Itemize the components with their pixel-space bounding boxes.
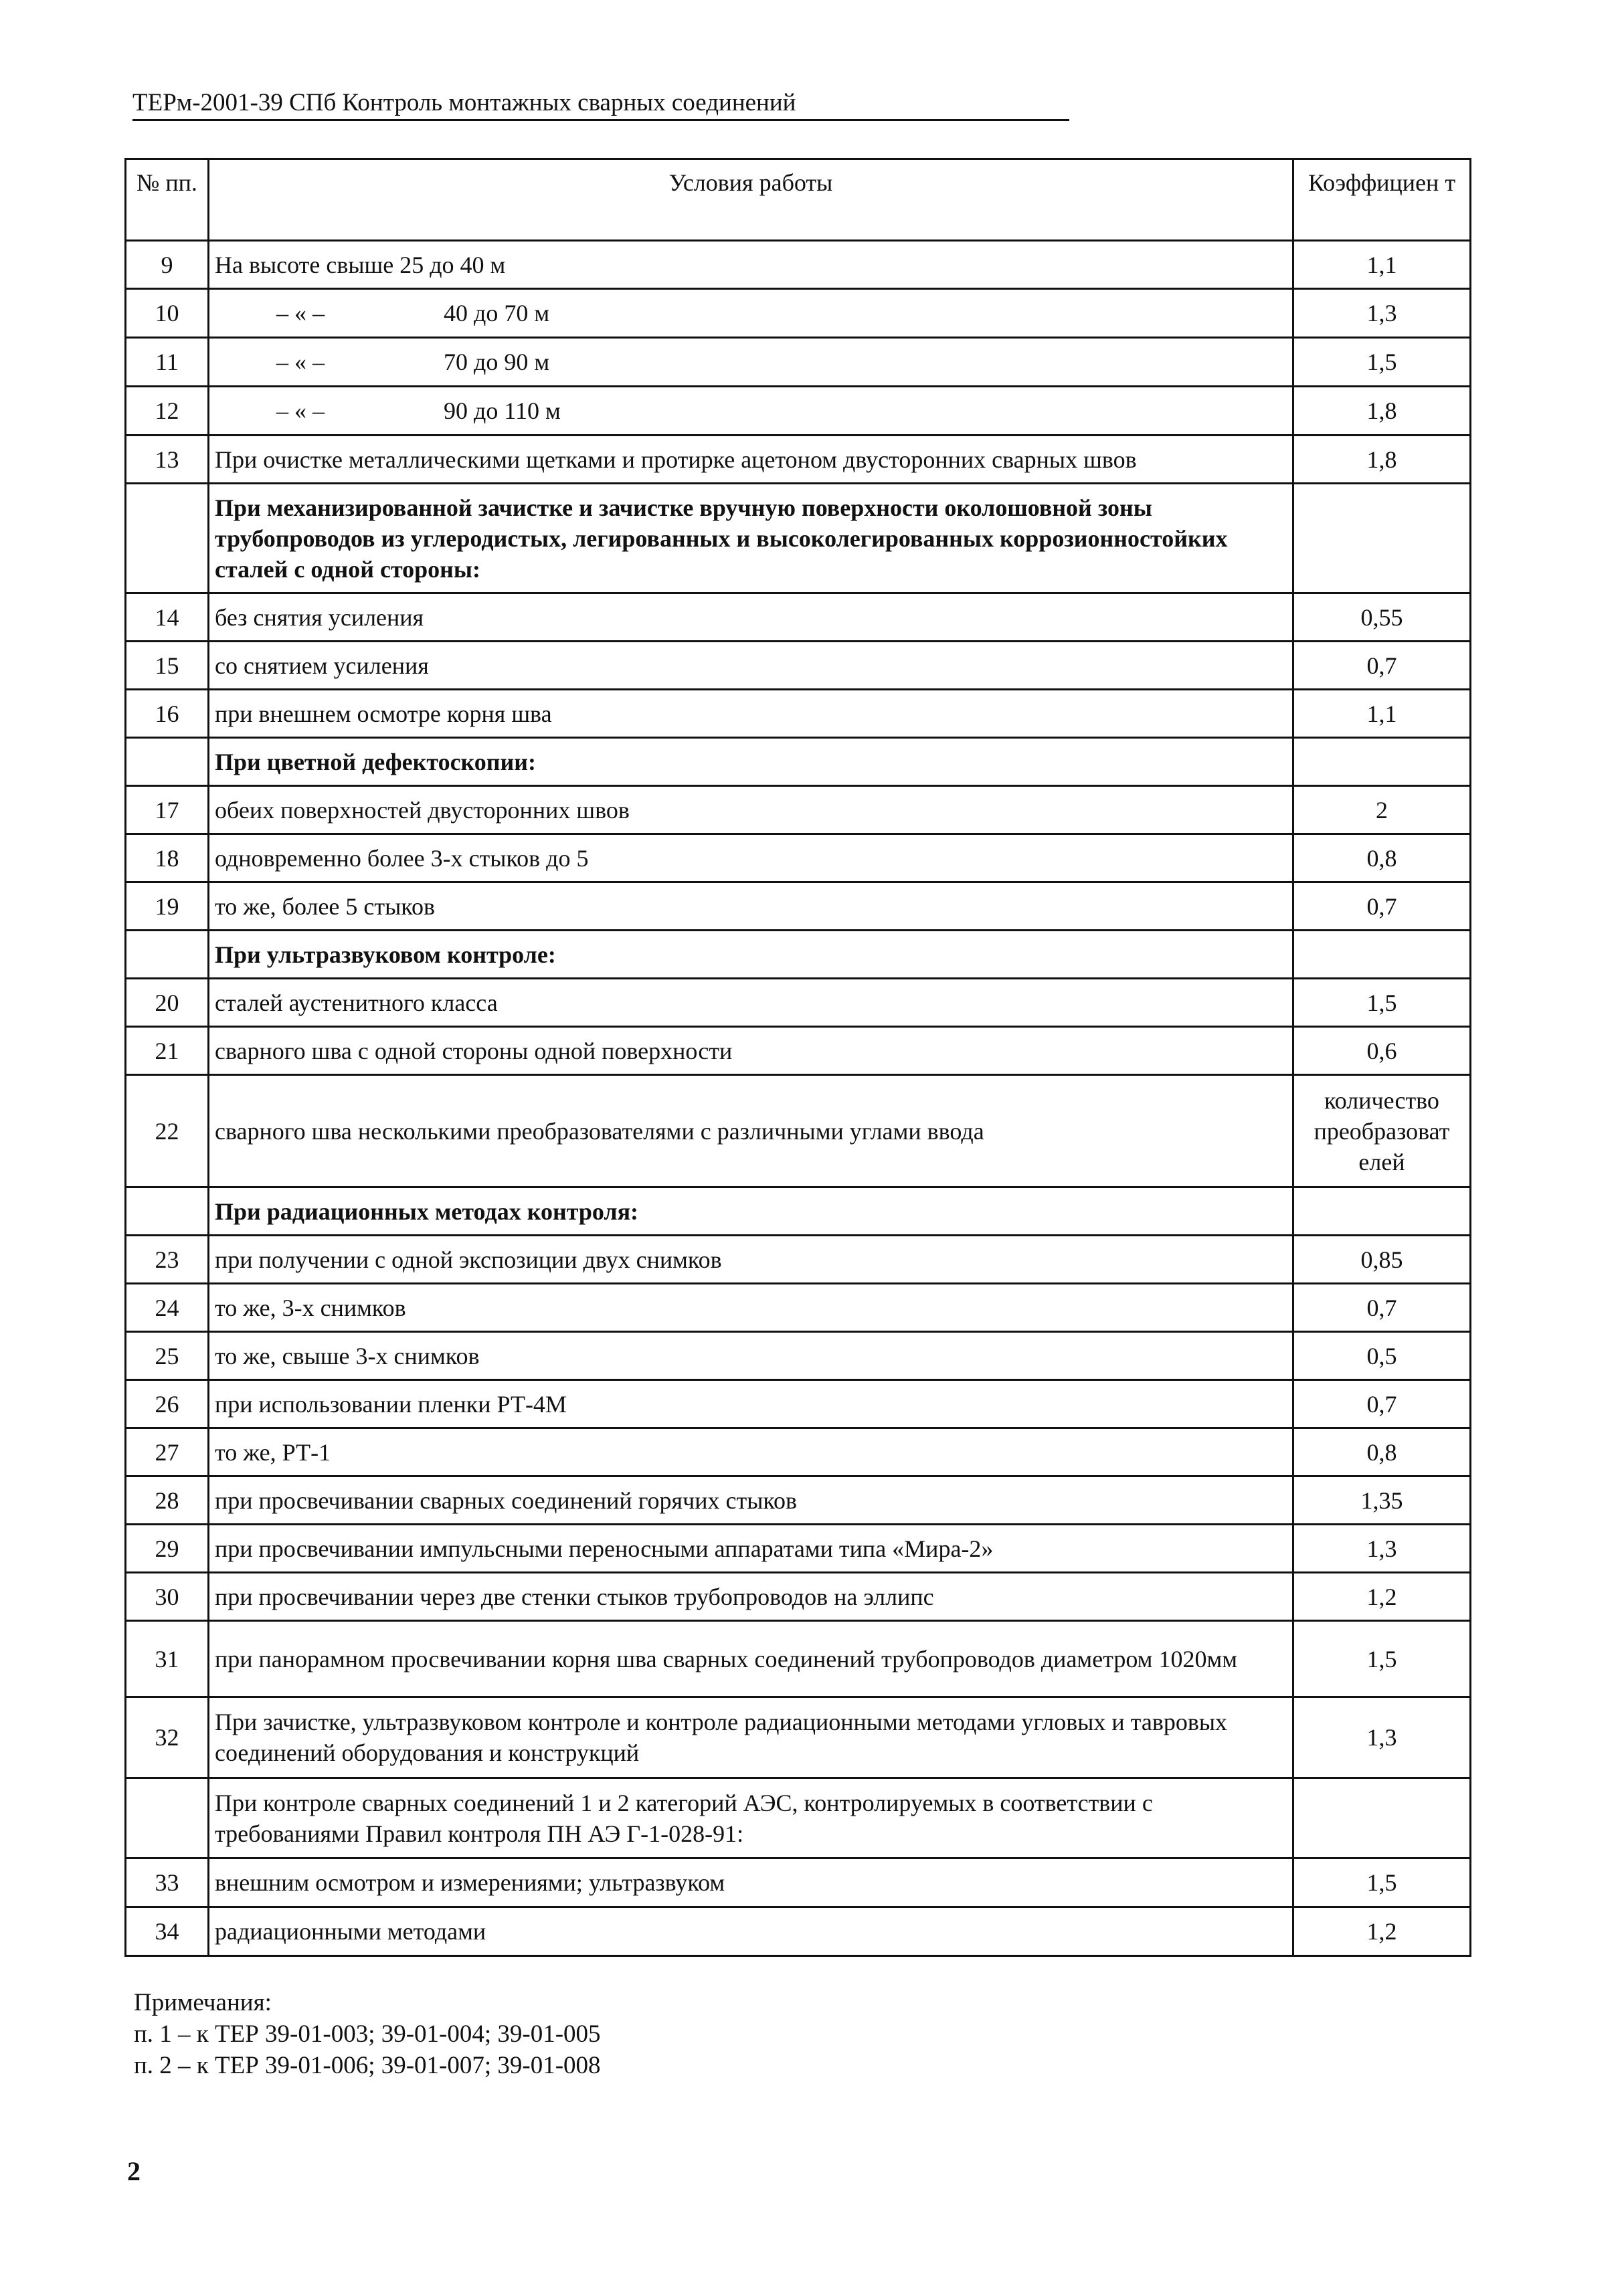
table-row <box>126 387 1471 436</box>
row-num <box>126 484 209 593</box>
row-num: 24 <box>126 1284 209 1332</box>
table-row <box>126 1525 1471 1573</box>
row-coefficient: 1,3 <box>1293 1697 1471 1778</box>
row-coefficient: 1,5 <box>1293 338 1471 387</box>
row-condition: обеих поверхностей двусторонних швов <box>209 786 1293 834</box>
row-condition: со снятием усиления <box>209 642 1293 690</box>
ditto-mark: – « – <box>276 349 325 375</box>
row-num <box>126 931 209 979</box>
row-condition: сварного шва несколькими преобразователями с различными углами ввода <box>209 1075 1293 1187</box>
row-condition: то же, 3-х снимков <box>209 1284 1293 1332</box>
row-condition-text: 40 до 70 м <box>444 300 550 326</box>
row-num: 12 <box>126 387 209 436</box>
table-row <box>126 786 1471 834</box>
row-coefficient: 1,35 <box>1293 1476 1471 1525</box>
row-num: 17 <box>126 786 209 834</box>
page-number: 2 <box>127 2156 141 2186</box>
row-condition: при панорамном просвечивании корня шва сварных соединений трубопроводов диаметром 1020мм <box>209 1621 1293 1697</box>
row-coefficient: 1,3 <box>1293 1525 1471 1573</box>
row-coefficient: 0,8 <box>1293 1428 1471 1476</box>
section-heading: При контроле сварных соединений 1 и 2 категорий АЭС, контролируемых в соответствии с требованиями Правил контроля ПН АЭ Г-1-028-91: <box>209 1778 1293 1858</box>
row-condition-text: 90 до 110 м <box>444 397 561 424</box>
column-header-num: № пп. <box>126 159 209 241</box>
row-num: 29 <box>126 1525 209 1573</box>
row-num: 26 <box>126 1380 209 1428</box>
row-condition: при просвечивании сварных соединений горячих стыков <box>209 1476 1293 1525</box>
row-coefficient: 0,8 <box>1293 834 1471 882</box>
row-num: 15 <box>126 642 209 690</box>
table-row <box>126 1476 1471 1525</box>
section-heading-row <box>126 484 1471 593</box>
table-row <box>126 1075 1471 1187</box>
row-num: 27 <box>126 1428 209 1476</box>
row-num: 16 <box>126 690 209 738</box>
section-heading-row <box>126 931 1471 979</box>
row-condition: сварного шва с одной стороны одной поверхности <box>209 1027 1293 1075</box>
row-condition: то же, свыше 3-х снимков <box>209 1332 1293 1380</box>
row-num <box>126 1187 209 1236</box>
row-condition: сталей аустенитного класса <box>209 979 1293 1027</box>
row-num: 22 <box>126 1075 209 1187</box>
row-condition: то же, более 5 стыков <box>209 882 1293 931</box>
row-condition: при просвечивании импульсными переносными аппаратами типа «Мира-2» <box>209 1525 1293 1573</box>
table-row <box>126 1858 1471 1907</box>
row-condition: На высоте свыше 25 до 40 м <box>209 241 1293 289</box>
column-header-coefficient: Коэффициен т <box>1293 159 1471 241</box>
row-condition: при использовании пленки РТ-4М <box>209 1380 1293 1428</box>
row-coefficient: 1,8 <box>1293 387 1471 436</box>
row-condition: При зачистке, ультразвуковом контроле и контроле радиационными методами угловых и тавровых соединений оборудования и конструкций <box>209 1697 1293 1778</box>
table-row <box>126 1621 1471 1697</box>
section-heading-row <box>126 738 1471 786</box>
ditto-mark: – « – <box>276 300 325 326</box>
row-num: 10 <box>126 289 209 338</box>
table-row <box>126 289 1471 338</box>
row-num: 9 <box>126 241 209 289</box>
row-coefficient: 0,7 <box>1293 1380 1471 1428</box>
row-num <box>126 738 209 786</box>
section-heading-row <box>126 1187 1471 1236</box>
row-num: 14 <box>126 593 209 642</box>
table-row <box>126 979 1471 1027</box>
row-num: 30 <box>126 1573 209 1621</box>
row-condition: при внешнем осмотре корня шва <box>209 690 1293 738</box>
row-coefficient: 2 <box>1293 786 1471 834</box>
row-coefficient <box>1293 738 1471 786</box>
column-header-conditions: Условия работы <box>209 159 1293 241</box>
table-row <box>126 338 1471 387</box>
row-condition <box>209 387 1293 436</box>
row-coefficient: 1,3 <box>1293 289 1471 338</box>
row-coefficient: 0,85 <box>1293 1236 1471 1284</box>
row-num <box>126 1778 209 1858</box>
table-row <box>126 690 1471 738</box>
row-num: 23 <box>126 1236 209 1284</box>
row-coefficient: 0,7 <box>1293 1284 1471 1332</box>
row-condition <box>209 338 1293 387</box>
table-row <box>126 834 1471 882</box>
row-num: 21 <box>126 1027 209 1075</box>
row-condition: радиационными методами <box>209 1907 1293 1956</box>
row-coefficient: 1,5 <box>1293 1858 1471 1907</box>
row-coefficient: 0,6 <box>1293 1027 1471 1075</box>
table-row <box>126 436 1471 484</box>
section-heading-row <box>126 1778 1471 1858</box>
table-row <box>126 642 1471 690</box>
row-coefficient: 1,5 <box>1293 979 1471 1027</box>
row-num: 32 <box>126 1697 209 1778</box>
row-coefficient: 1,1 <box>1293 241 1471 289</box>
document-header: ТЕРм-2001-39 СПб Контроль монтажных сварных соединений <box>132 88 1069 121</box>
row-coefficient: 1,2 <box>1293 1573 1471 1621</box>
row-num: 20 <box>126 979 209 1027</box>
note-item: п. 2 – к ТЕР 39-01-006; 39-01-007; 39-01-008 <box>134 2052 601 2079</box>
row-num: 25 <box>126 1332 209 1380</box>
row-num: 28 <box>126 1476 209 1525</box>
row-coefficient <box>1293 931 1471 979</box>
row-coefficient: 0,7 <box>1293 642 1471 690</box>
section-heading: При механизированной зачистке и зачистке вручную поверхности околошовной зоны трубопроводов из углеродистых, легированных и высоколегированных коррозионностойких сталей с одной стороны: <box>209 484 1293 593</box>
table-row <box>126 1907 1471 1956</box>
table-row <box>126 1573 1471 1621</box>
row-coefficient: количество преобразоват елей <box>1293 1075 1471 1187</box>
section-heading: При ультразвуковом контроле: <box>209 931 1293 979</box>
row-condition: одновременно более 3-х стыков до 5 <box>209 834 1293 882</box>
row-coefficient: 1,2 <box>1293 1907 1471 1956</box>
table-row <box>126 1697 1471 1778</box>
row-coefficient: 1,1 <box>1293 690 1471 738</box>
table-row <box>126 593 1471 642</box>
row-coefficient: 1,5 <box>1293 1621 1471 1697</box>
table-row <box>126 1236 1471 1284</box>
row-condition: При очистке металлическими щетками и протирке ацетоном двусторонних сварных швов <box>209 436 1293 484</box>
row-num: 34 <box>126 1907 209 1956</box>
section-heading: При радиационных методах контроля: <box>209 1187 1293 1236</box>
row-condition-text: 70 до 90 м <box>444 349 550 375</box>
row-coefficient: 0,7 <box>1293 882 1471 931</box>
row-num: 31 <box>126 1621 209 1697</box>
row-condition <box>209 289 1293 338</box>
table-row <box>126 1027 1471 1075</box>
table-row <box>126 1284 1471 1332</box>
row-num: 19 <box>126 882 209 931</box>
row-condition: при получении с одной экспозиции двух снимков <box>209 1236 1293 1284</box>
notes <box>134 1987 601 2081</box>
row-num: 33 <box>126 1858 209 1907</box>
table-row <box>126 1332 1471 1380</box>
row-condition: при просвечивании через две стенки стыков трубопроводов на эллипс <box>209 1573 1293 1621</box>
row-condition: внешним осмотром и измерениями; ультразвуком <box>209 1858 1293 1907</box>
row-condition: то же, РТ-1 <box>209 1428 1293 1476</box>
row-coefficient <box>1293 1187 1471 1236</box>
section-heading: При цветной дефектоскопии: <box>209 738 1293 786</box>
row-condition: без снятия усиления <box>209 593 1293 642</box>
table-header-row <box>126 159 1471 241</box>
row-coefficient: 1,8 <box>1293 436 1471 484</box>
row-coefficient <box>1293 1778 1471 1858</box>
notes-heading: Примечания: <box>134 1989 272 2016</box>
row-coefficient: 0,5 <box>1293 1332 1471 1380</box>
row-coefficient <box>1293 484 1471 593</box>
table-row <box>126 241 1471 289</box>
table-row <box>126 1380 1471 1428</box>
row-num: 11 <box>126 338 209 387</box>
ditto-mark: – « – <box>276 397 325 424</box>
table-row <box>126 1428 1471 1476</box>
row-num: 13 <box>126 436 209 484</box>
note-item: п. 1 – к ТЕР 39-01-003; 39-01-004; 39-01-005 <box>134 2020 601 2048</box>
table-row <box>126 882 1471 931</box>
coefficients-table <box>124 158 1471 1957</box>
row-coefficient: 0,55 <box>1293 593 1471 642</box>
row-num: 18 <box>126 834 209 882</box>
